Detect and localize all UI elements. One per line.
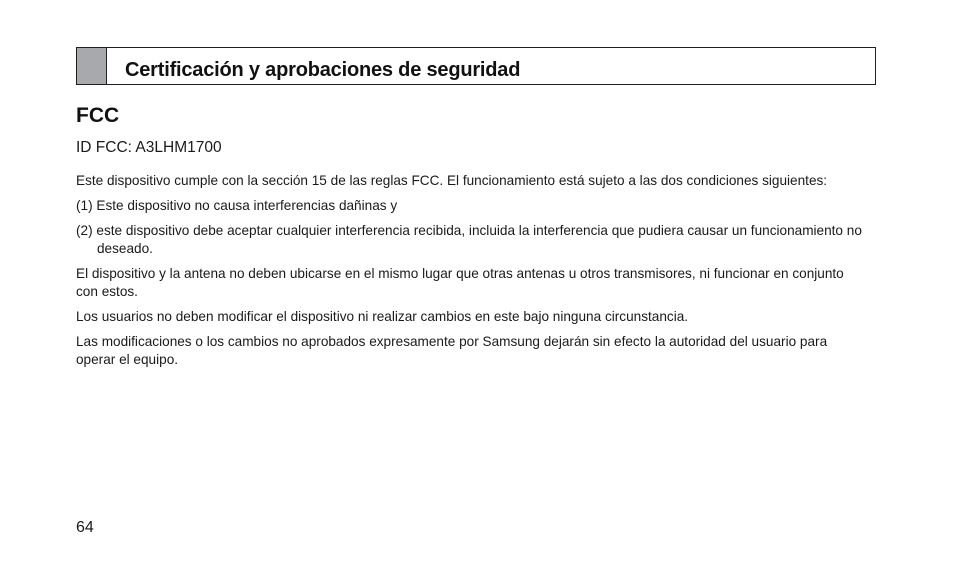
page-number: 64 xyxy=(76,519,94,536)
header-gray-block xyxy=(77,48,107,84)
fcc-id: ID FCC: A3LHM1700 xyxy=(76,139,222,156)
section-header xyxy=(76,47,876,85)
fcc-heading: FCC xyxy=(76,104,120,127)
paragraph-conditions: Este dispositivo cumple con la sección 15 de las reglas FCC. El funcionamiento está sujeto a las dos condiciones siguientes: xyxy=(76,173,828,188)
body-text xyxy=(76,172,866,376)
section-title: Certificación y aprobaciones de seguridad xyxy=(125,59,521,81)
paragraph-changes: Las modificaciones o los cambios no aprobados expresamente por Samsung dejarán sin efecto la autoridad del usuario para operar el equipo. xyxy=(76,334,828,367)
paragraph-antenna: El dispositivo y la antena no deben ubicarse en el mismo lugar que otras antenas u otros transmisores, ni funcionar en conjunto con estos. xyxy=(76,266,844,299)
condition-item-2: (2) este dispositivo debe aceptar cualquier interferencia recibida, incluida la interferencia que pudiera causar un funcionamiento no deseado. xyxy=(76,223,862,256)
condition-item-1: (1) Este dispositivo no causa interferencias dañinas y xyxy=(76,198,398,213)
paragraph-modify: Los usuarios no deben modificar el dispositivo ni realizar cambios en este bajo ninguna circunstancia. xyxy=(76,309,689,324)
